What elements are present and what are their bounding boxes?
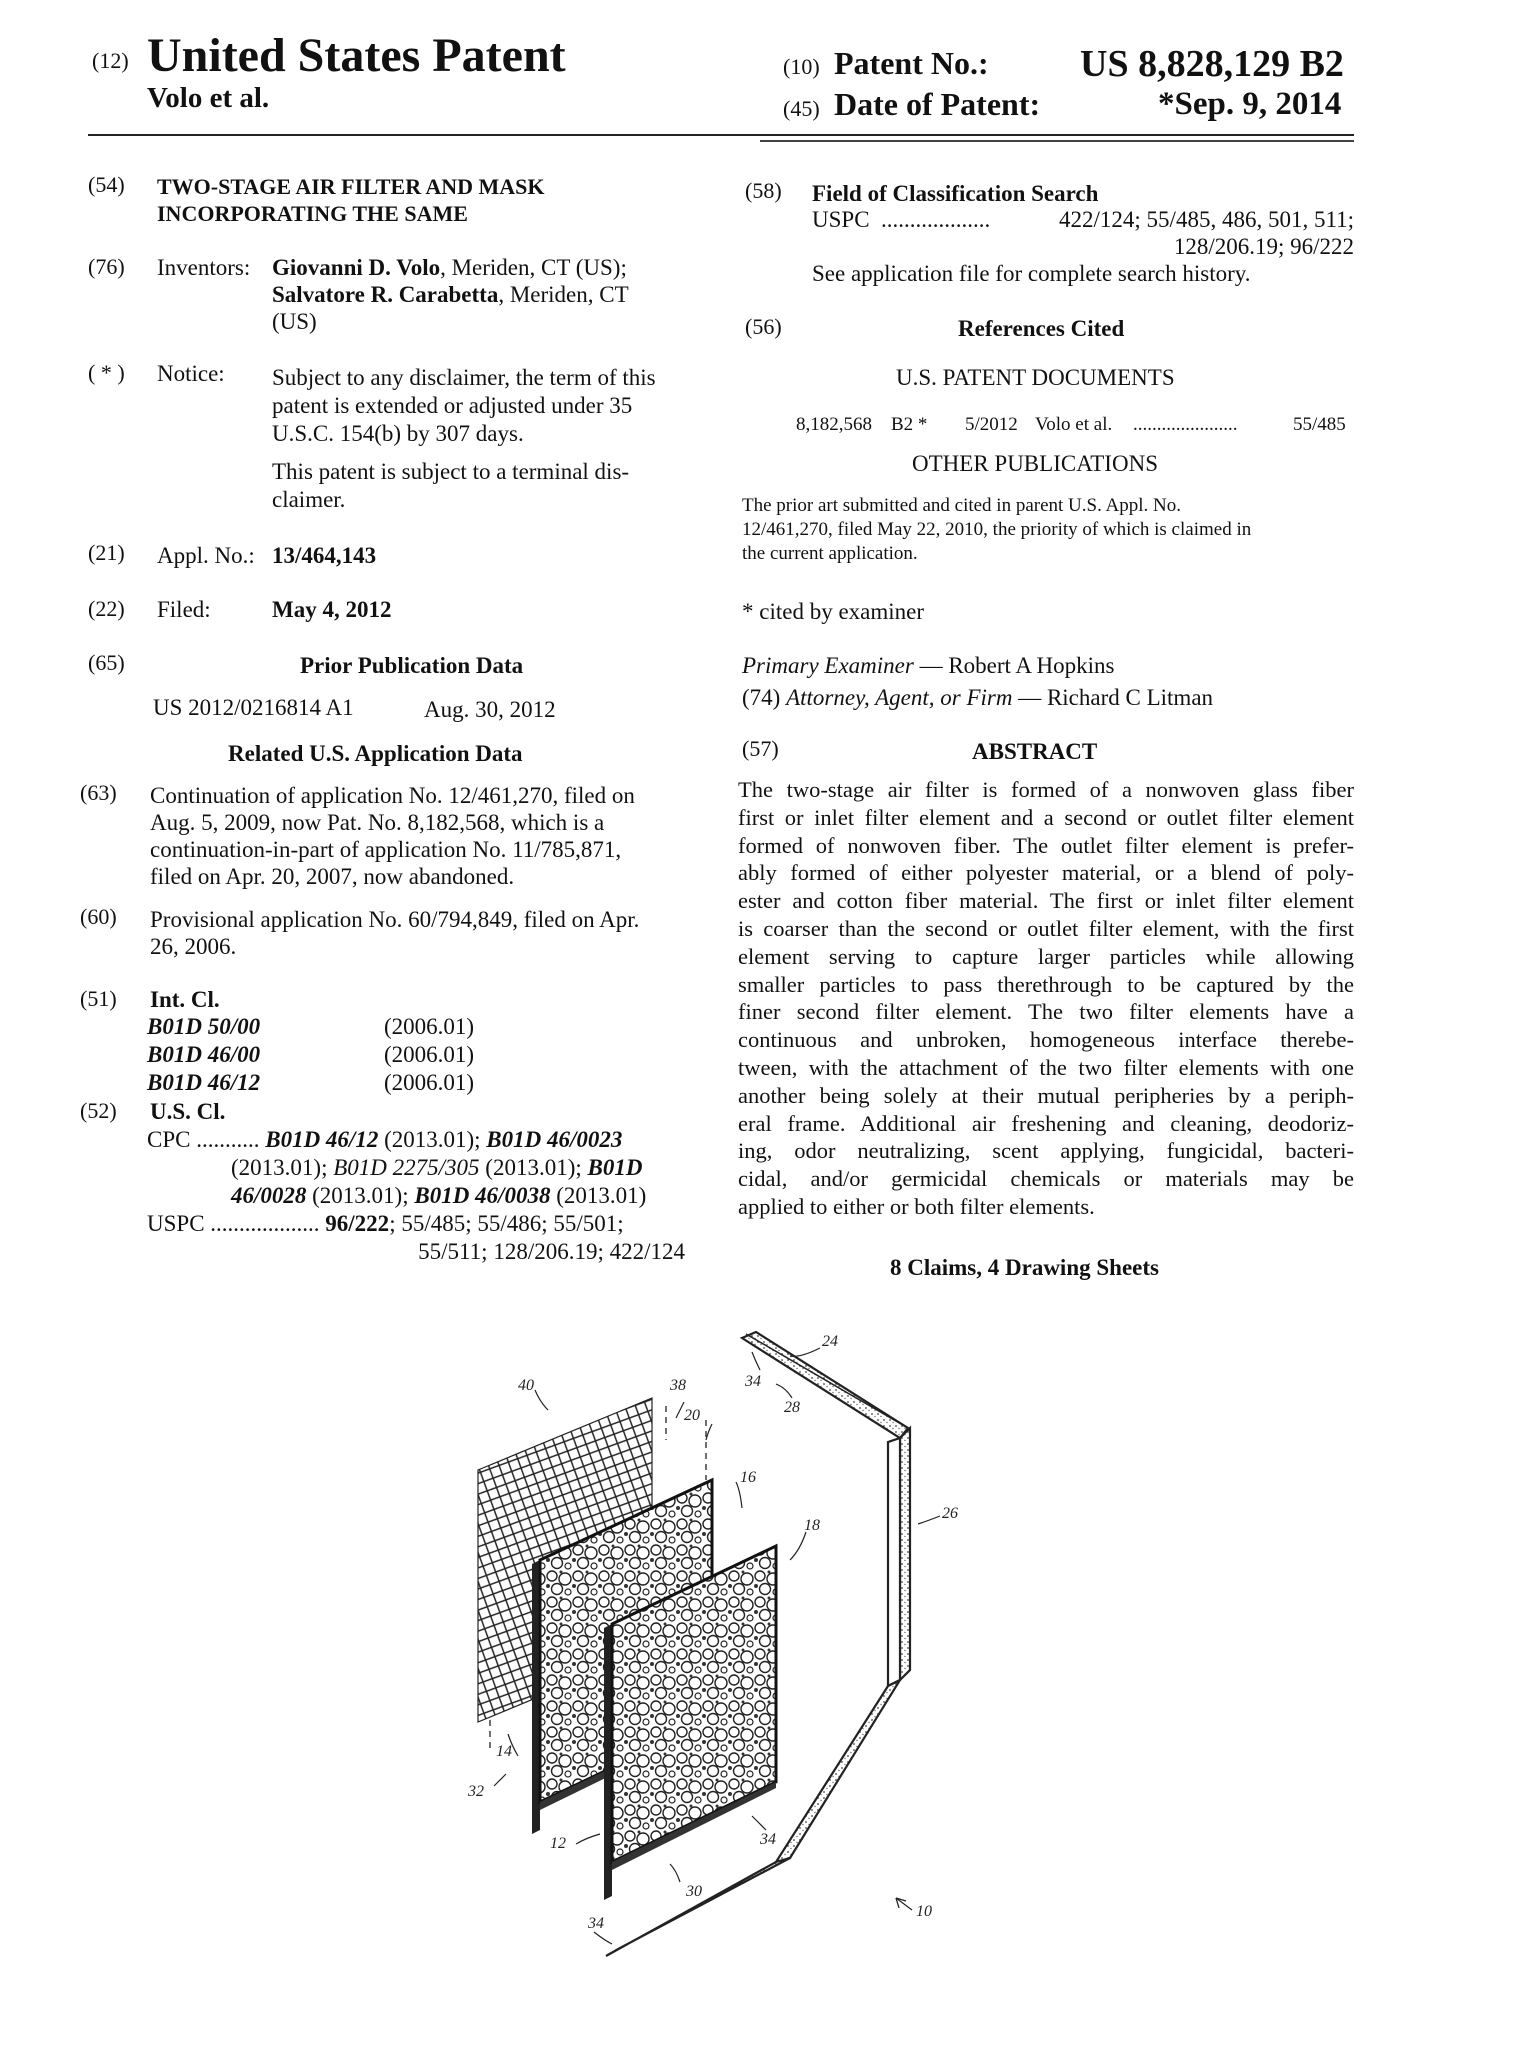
patent-number: US 8,828,129 B2 [1080,43,1344,85]
ref-date: 5/2012 [965,414,1018,435]
ref-kind: B2 * [891,414,928,435]
intcl-row [147,1069,547,1097]
filed-label: Filed: [157,597,211,622]
cpc-text: (2013.01); [378,1127,487,1152]
assignee-short: Volo et al. [147,82,270,114]
filed-code: (22) [88,596,125,621]
uspc-main-class: 96/222 [325,1211,390,1236]
other-pub-text [742,494,1354,566]
appl-label: Appl. No.: [157,543,255,568]
provisional-line: 26, 2006. [150,934,237,959]
uscl-label: U.S. Cl. [150,1099,226,1124]
abstract-line: ing, odor neutralizing, scent applying, fungicidal, bacteri- [738,1138,1354,1164]
label-40: 40 [518,1377,534,1394]
cpc-class: B01D 2275/305 [333,1155,480,1180]
prior-pub-number: US 2012/0216814 A1 [153,695,354,720]
label-24: 24 [822,1333,838,1350]
title-line: TWO-STAGE AIR FILTER AND MASK [157,174,545,199]
date-code: (45) [783,96,820,121]
cpc-class: B01D [587,1155,643,1180]
label-34: 34 [760,1831,776,1848]
prior-pub-date: Aug. 30, 2012 [424,697,556,722]
refs-code: (56) [745,314,782,339]
field-search-note: See application file for complete search history. [812,261,1251,286]
abstract-line: ester and cotton fiber material. The first or inlet filter element [738,888,1354,914]
intcl-code: (51) [80,986,117,1011]
notice-label: Notice: [157,361,225,386]
label-30: 30 [686,1883,702,1900]
patent-date: *Sep. 9, 2014 [1158,86,1342,122]
inventor-location: , Meriden, CT (US); [440,255,627,280]
continuation-line: Aug. 5, 2009, now Pat. No. 8,182,568, which is a [150,810,605,835]
continuation-line: continuation-in-part of application No. 11/785,871, [150,837,622,862]
inventors-label: Inventors: [157,255,251,280]
uspc-text: 55/511; 128/206.19; 422/124 [418,1239,685,1264]
cpc-text: (2013.01); [479,1155,588,1180]
field-search-code: (58) [745,178,782,203]
label-12: 12 [550,1835,566,1852]
cited-by-note: * cited by examiner [742,599,925,624]
claims-count: 8 Claims, 4 Drawing Sheets [890,1255,1159,1280]
field-search-body [812,206,1354,287]
abstract-line: The two-stage air filter is formed of a nonwoven glass fiber [738,777,1354,802]
continuation-code: (63) [80,780,117,805]
field-search-heading: Field of Classification Search [812,181,1099,206]
abstract-line: applied to either or both filter elements. [738,1193,1095,1219]
abstract-code: (57) [742,736,779,761]
references-heading: References Cited [958,316,1125,341]
inventors-list [272,254,702,335]
examiner-line [742,652,1114,679]
abstract-line: is coarser than the second or outlet filter element, with the first [738,915,1354,941]
uspc-text: ; 55/485; 55/486; 55/501; [389,1211,624,1236]
patent-type-title: United States Patent [147,29,566,82]
provisional-text [150,906,690,960]
label-34: 34 [588,1915,604,1932]
dot-leader: ........... [196,1127,260,1152]
provisional-code: (60) [80,904,117,929]
patent-no-label: Patent No.: [834,45,989,81]
attorney-label: Attorney, Agent, or Firm [786,685,1013,710]
dot-leader: ................... [881,207,991,232]
representative-drawing [0,1310,1516,1970]
label-18: 18 [804,1517,820,1534]
inventors-code: (76) [88,254,125,279]
patent-no-code: (10) [783,54,820,79]
prior-pub-heading: Prior Publication Data [300,653,524,678]
us-docs-heading: U.S. PATENT DOCUMENTS [896,365,1175,390]
label-34: 34 [745,1373,761,1390]
title-code: (54) [88,172,125,197]
intcl-version: (2006.01) [384,1070,475,1095]
continuation-line: Continuation of application No. 12/461,270, filed on [150,783,635,808]
inventor-location: (US) [272,309,317,334]
intcl-class: B01D 50/00 [147,1014,261,1039]
abstract-line: another being solely at their mutual peripheries by a periph- [738,1082,1354,1108]
cpc-class: 46/0028 [231,1183,307,1208]
abstract-heading: ABSTRACT [972,739,1098,764]
uscl-cpc [147,1126,695,1266]
invention-title [157,173,545,227]
title-line: INCORPORATING THE SAME [157,201,468,226]
abstract-body [738,776,1354,1221]
abstract-line: tween, with the attachment of the two filter elements with one [738,1054,1354,1080]
us-doc-row [796,414,1354,436]
intcl-version: (2006.01) [384,1014,475,1039]
label-14: 14 [496,1743,512,1760]
inventor-name: Salvatore R. Carabetta [272,282,499,307]
notice-line: U.S.C. 154(b) by 307 days. [272,421,524,446]
dot-leader: ...................... [1133,414,1238,435]
examiner-name: — Robert A Hopkins [913,653,1115,678]
notice-line: This patent is subject to a terminal dis- [272,459,630,484]
intcl-row [147,1041,547,1069]
intcl-class: B01D 46/00 [147,1042,261,1067]
cpc-label: CPC [147,1127,191,1152]
notice-code: ( * ) [88,360,125,385]
continuation-line: filed on Apr. 20, 2007, now abandoned. [150,864,515,889]
cpc-class: B01D 46/0038 [414,1183,551,1208]
label-10: 10 [916,1903,932,1920]
ref-class: 55/485 [1293,414,1346,435]
ref-number: 8,182,568 [796,414,872,435]
other-pub-line: 12/461,270, filed May 22, 2010, the priority of which is claimed in [742,519,1252,540]
continuation-text [150,782,690,890]
date-label: Date of Patent: [834,86,1041,122]
attorney-name: — Richard C Litman [1012,685,1214,710]
notice-text [272,364,692,514]
other-pub-line: The prior art submitted and cited in parent U.S. Appl. No. [742,495,1182,516]
notice-line: claimer. [272,487,346,512]
label-16: 16 [740,1469,756,1486]
label-20: 20 [684,1407,700,1424]
cpc-text: (2013.01) [550,1183,647,1208]
cpc-class: B01D 46/12 [265,1127,379,1152]
abstract-line: cidal, and/or germicidal chemicals or materials may be [738,1166,1354,1192]
appl-number: 13/464,143 [272,543,377,568]
cpc-text: (2013.01); [306,1183,415,1208]
label-28: 28 [784,1399,800,1416]
inventor-name: Giovanni D. Volo [272,255,441,280]
header-rule [88,134,1354,136]
dot-leader: ................... [210,1211,320,1236]
field-search-classes: 422/124; 55/485, 486, 501, 511; [1059,207,1354,232]
attorney-code: (74) [742,685,781,710]
related-data-heading: Related U.S. Application Data [228,741,523,766]
prior-pub-code: (65) [88,650,125,675]
abstract-line: continuous and unbroken, homogeneous interface therebe- [738,1027,1354,1053]
other-pub-line: the current application. [742,543,918,564]
header-rule-right [760,140,1354,142]
intcl-label: Int. Cl. [150,987,220,1012]
abstract-line: first or inlet filter element and a second or outlet filter element [738,804,1354,830]
abstract-line: element serving to capture larger particles while allowing [738,943,1354,969]
field-search-classes: 128/206.19; 96/222 [1173,234,1354,259]
type-code: (12) [92,48,129,73]
label-32: 32 [468,1783,484,1800]
label-38: 38 [670,1377,686,1394]
intcl-row [147,1013,547,1041]
other-pub-heading: OTHER PUBLICATIONS [912,451,1158,476]
cpc-class: B01D 46/0023 [486,1127,623,1152]
attorney-line [742,684,1213,711]
filed-date: May 4, 2012 [272,597,392,622]
examiner-label: Primary Examiner [742,653,914,678]
uspc-label: USPC [147,1211,205,1236]
abstract-line: smaller particles to pass therethrough to be captured by the [738,971,1354,997]
uspc-label: USPC [812,207,870,232]
abstract-line: finer second filter element. The two filter elements have a [738,999,1354,1025]
abstract-line: eral frame. Additional air freshening and cleaning, deodoriz- [738,1110,1354,1136]
notice-line: patent is extended or adjusted under 35 [272,393,633,418]
notice-line: Subject to any disclaimer, the term of this [272,365,656,390]
abstract-line: ably formed of either polyester material, or a blend of poly- [738,860,1354,886]
appl-code: (21) [88,540,125,565]
ref-name: Volo et al. [1035,414,1113,435]
abstract-line: formed of nonwoven fiber. The outlet filter element is prefer- [738,832,1354,858]
cpc-text: (2013.01); [231,1155,334,1180]
intcl-table [147,1013,547,1097]
intcl-version: (2006.01) [384,1042,475,1067]
intcl-class: B01D 46/12 [147,1070,261,1095]
label-26: 26 [942,1505,958,1522]
uscl-code: (52) [80,1098,117,1123]
inventor-location: , Meriden, CT [498,282,629,307]
provisional-line: Provisional application No. 60/794,849, filed on Apr. [150,907,640,932]
